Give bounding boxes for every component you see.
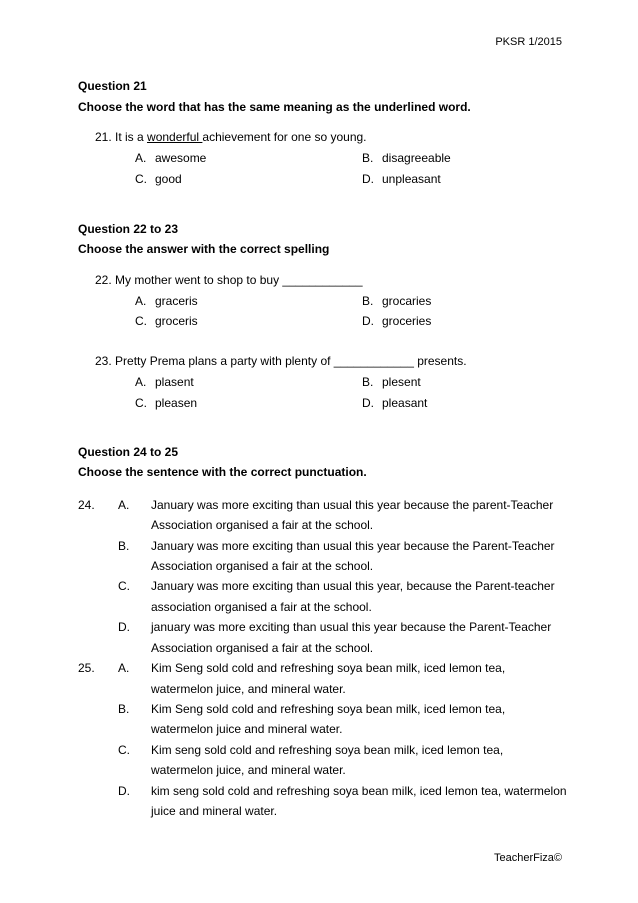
option-text: graceris: [155, 294, 198, 308]
option-letter: A.: [135, 375, 147, 389]
option-letter: C.: [135, 172, 147, 186]
q24-option-d-line1[interactable]: january was more exciting than usual this year because the Parent-Teacher: [151, 620, 552, 634]
q21-option-b[interactable]: [362, 151, 451, 165]
section-title-q24-25: Question 24 to 25: [78, 445, 179, 459]
q24-option-a-line2[interactable]: Association organised a fair at the school.: [151, 518, 374, 532]
q25-letter-b: B.: [118, 702, 130, 716]
q24-option-d-line2[interactable]: Association organised a fair at the school.: [151, 641, 374, 655]
question-21-stem: [95, 130, 367, 144]
q25-letter-d: D.: [118, 784, 130, 798]
q22-option-b[interactable]: [362, 294, 431, 308]
option-text: groceris: [155, 314, 198, 328]
section-title-q21: Question 21: [78, 79, 147, 93]
option-letter: B.: [362, 375, 374, 389]
q24-letter-d: D.: [118, 620, 130, 634]
q24-option-c-line2[interactable]: association organised a fair at the school.: [151, 600, 372, 614]
underlined-word: wonderful: [147, 130, 203, 144]
q25-option-d-line2[interactable]: juice and mineral water.: [151, 804, 278, 818]
option-text: good: [155, 172, 182, 186]
option-letter: B.: [362, 294, 374, 308]
q22-option-c[interactable]: [135, 314, 198, 328]
q25-option-a-line2[interactable]: watermelon juice, and mineral water.: [151, 682, 346, 696]
q24-option-c-line1[interactable]: January was more exciting than usual this year, because the Parent-teacher: [151, 579, 555, 593]
option-letter: A.: [135, 294, 147, 308]
option-text: plasent: [155, 375, 194, 389]
q23-option-c[interactable]: [135, 396, 197, 410]
option-letter: C.: [135, 396, 147, 410]
question-22-stem: 22. My mother went to shop to buy ____________: [95, 273, 363, 287]
q24-option-a-line1[interactable]: January was more exciting than usual this year because the parent-Teacher: [151, 498, 554, 512]
question-25-number: 25.: [78, 661, 95, 675]
q25-option-c-line1[interactable]: Kim seng sold cold and refreshing soya bean milk, iced lemon tea,: [151, 743, 504, 757]
option-text: unpleasant: [382, 172, 441, 186]
q25-option-a-line1[interactable]: Kim Seng sold cold and refreshing soya bean milk, iced lemon tea,: [151, 661, 506, 675]
question-23-stem: 23. Pretty Prema plans a party with plenty of ____________ presents.: [95, 354, 467, 368]
q23-option-d[interactable]: [362, 396, 427, 410]
q22-option-d[interactable]: [362, 314, 431, 328]
q25-option-b-line1[interactable]: Kim Seng sold cold and refreshing soya bean milk, iced lemon tea,: [151, 702, 506, 716]
footer-credit: TeacherFiza©: [493, 852, 562, 864]
q21-option-c[interactable]: [135, 172, 182, 186]
q25-option-d-line1[interactable]: kim seng sold cold and refreshing soya bean milk, iced lemon tea, watermelon: [151, 784, 567, 798]
option-letter: D.: [362, 396, 374, 410]
q21-option-d[interactable]: [362, 172, 441, 186]
q25-option-c-line2[interactable]: watermelon juice, and mineral water.: [151, 763, 346, 777]
option-text: groceries: [382, 314, 432, 328]
section-title-q22-23: Question 22 to 23: [78, 222, 179, 236]
q24-option-b-line2[interactable]: Association organised a fair at the school.: [151, 559, 374, 573]
question-24-number: 24.: [78, 498, 95, 512]
stem-text: achievement for one so young.: [202, 130, 367, 144]
q22-option-a[interactable]: [135, 294, 198, 308]
option-text: awesome: [155, 151, 207, 165]
q21-option-a[interactable]: [135, 151, 206, 165]
q25-option-b-line2[interactable]: watermelon juice and mineral water.: [151, 722, 343, 736]
instruction-q22-23: Choose the answer with the correct spelling: [78, 242, 330, 256]
instruction-q24-25: Choose the sentence with the correct punctuation.: [78, 465, 367, 479]
option-letter: A.: [135, 151, 147, 165]
q25-letter-a: A.: [118, 661, 130, 675]
q23-option-a[interactable]: [135, 375, 194, 389]
option-letter: D.: [362, 172, 374, 186]
option-text: disagreeable: [382, 151, 451, 165]
q24-letter-b: B.: [118, 539, 130, 553]
q24-option-b-line1[interactable]: January was more exciting than usual this year because the Parent-Teacher: [151, 539, 555, 553]
paper-code: PKSR 1/2015: [495, 36, 562, 48]
instruction-q21: Choose the word that has the same meaning as the underlined word.: [78, 100, 471, 114]
option-letter: B.: [362, 151, 374, 165]
option-text: pleasen: [155, 396, 198, 410]
q25-letter-c: C.: [118, 743, 130, 757]
q24-letter-a: A.: [118, 498, 130, 512]
q23-option-b[interactable]: [362, 375, 421, 389]
q24-letter-c: C.: [118, 579, 130, 593]
option-text: grocaries: [382, 294, 432, 308]
stem-text: 21. It is a: [95, 130, 148, 144]
option-letter: D.: [362, 314, 374, 328]
option-text: pleasant: [382, 396, 428, 410]
option-text: plesent: [382, 375, 421, 389]
option-letter: C.: [135, 314, 147, 328]
